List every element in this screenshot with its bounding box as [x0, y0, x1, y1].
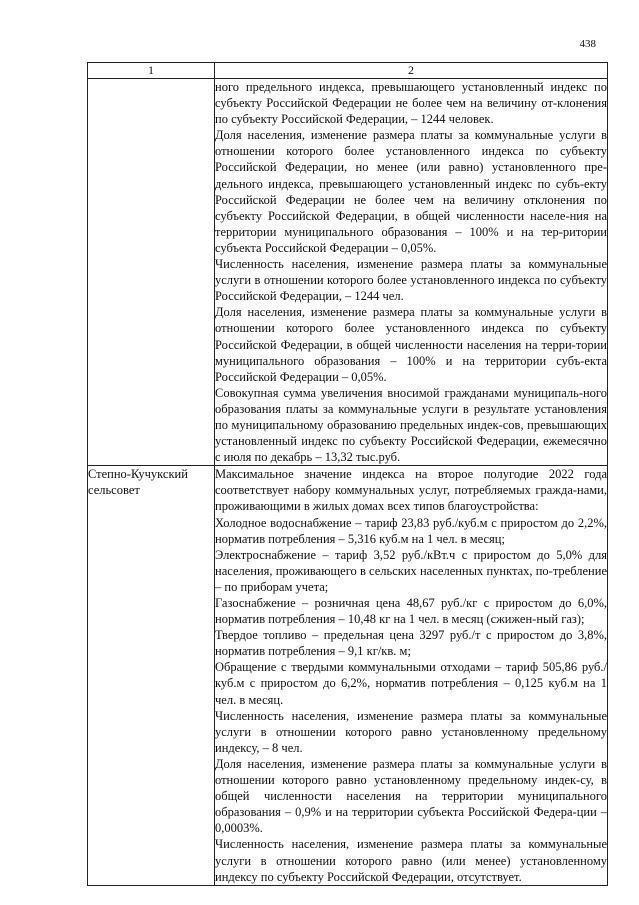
paragraph: Доля населения, изменение размера платы за коммунальные услуги в отношении которого более установленного индекса по субъекту Российской Федерации, в общей численности населения на терри-тории муниципального образования – 100% и на территории субъ-екта Российской Федерации – 0,05%.	[215, 305, 607, 384]
description-cell	[215, 466, 608, 885]
description-cell	[215, 79, 608, 466]
municipality-cell	[88, 79, 215, 466]
table-row	[88, 79, 608, 466]
paragraph: Численность населения, изменение размера платы за коммунальные услуги в отношении которого более установленного индекса по субъекту Российской Федерации, – 1244 чел.	[215, 257, 607, 304]
table-row	[88, 466, 608, 885]
tariff-table	[87, 62, 608, 886]
paragraph: Твердое топливо – предельная цена 3297 руб./т с приростом до 3,8%, норматив потребления – 9,1 кг/кв. м;	[215, 628, 607, 659]
page-number: 438	[579, 38, 596, 50]
paragraph: Электроснабжение – тариф 3,52 руб./кВт.ч с приростом до 5,0% для населения, проживающего в сельских населенных пунктах, по-требление – по приборам учета;	[215, 547, 607, 594]
paragraph: Доля населения, изменение размера платы за коммунальные услуги в отношении которого более установленного индекса по субъекту Российской Федерации, но менее (или равно) установленного пре-дельного индекса, превышающего установленный индекс по субъ-екту Российской Федерации не более чем на величину отклонения по субъекту Российской Федерации, в общей численности населе-ния на территории муниципального образования – 100% и на тер-ритории субъекта Российской Федерации – 0,05%.	[215, 128, 607, 255]
column-header-1: 1	[88, 63, 215, 79]
paragraph: Газоснабжение – розничная цена 48,67 руб./кг с приростом до 6,0%, норматив потребления – 10,48 кг на 1 чел. в месяц (сжижен-ный газ);	[215, 596, 607, 627]
municipality-cell: Степно-Кучукский сельсовет	[88, 466, 215, 885]
paragraph: Обращение с твердыми коммунальными отходами – тариф 505,86 руб./куб.м с приростом до 6,2%, норматив потребления – 0,125 куб.м на 1 чел. в месяц.	[215, 660, 607, 707]
paragraph: ного предельного индекса, превышающего установленный индекс по субъекту Российской Федерации не более чем на величину от-клонения по субъекту Российской Федерации, – 1244 человек.	[215, 80, 607, 127]
paragraph: Численность населения, изменение размера платы за коммунальные услуги в отношении которого равно установленному предельному индексу, – 8 чел.	[215, 708, 607, 755]
header-row	[88, 63, 608, 79]
paragraph: Численность населения, изменение размера платы за коммунальные услуги в отношении которого равно (или менее) установленному индексу по субъекту Российской Федерации, отсутствует.	[215, 837, 607, 884]
column-header-2: 2	[215, 63, 608, 79]
paragraph: Максимальное значение индекса на второе полугодие 2022 года соответствует набору коммунальных услуг, потребляемых гражда-нами, проживающими в жилых домах всех типов благоустройства:	[215, 467, 607, 514]
paragraph: Совокупная сумма увеличения вносимой гражданами муниципаль-ного образования платы за коммунальные услуги в результате установления по муниципальному образованию предельных индек-сов, превышающих установленный индекс по субъекту Российской Федерации, ежемесячно с июля по декабрь – 13,32 тыс.руб.	[215, 385, 607, 465]
paragraph: Доля населения, изменение размера платы за коммунальные услуги в отношении которого равно установленному предельному индек-су, в общей численности населения на территории муниципального образования – 0,9% и на территории субъекта Российской Федера-ции – 0,0003%.	[215, 756, 607, 836]
paragraph: Холодное водоснабжение – тариф 23,83 руб./куб.м с приростом до 2,2%, норматив потребления – 5,316 куб.м на 1 чел. в месяц;	[215, 515, 607, 546]
